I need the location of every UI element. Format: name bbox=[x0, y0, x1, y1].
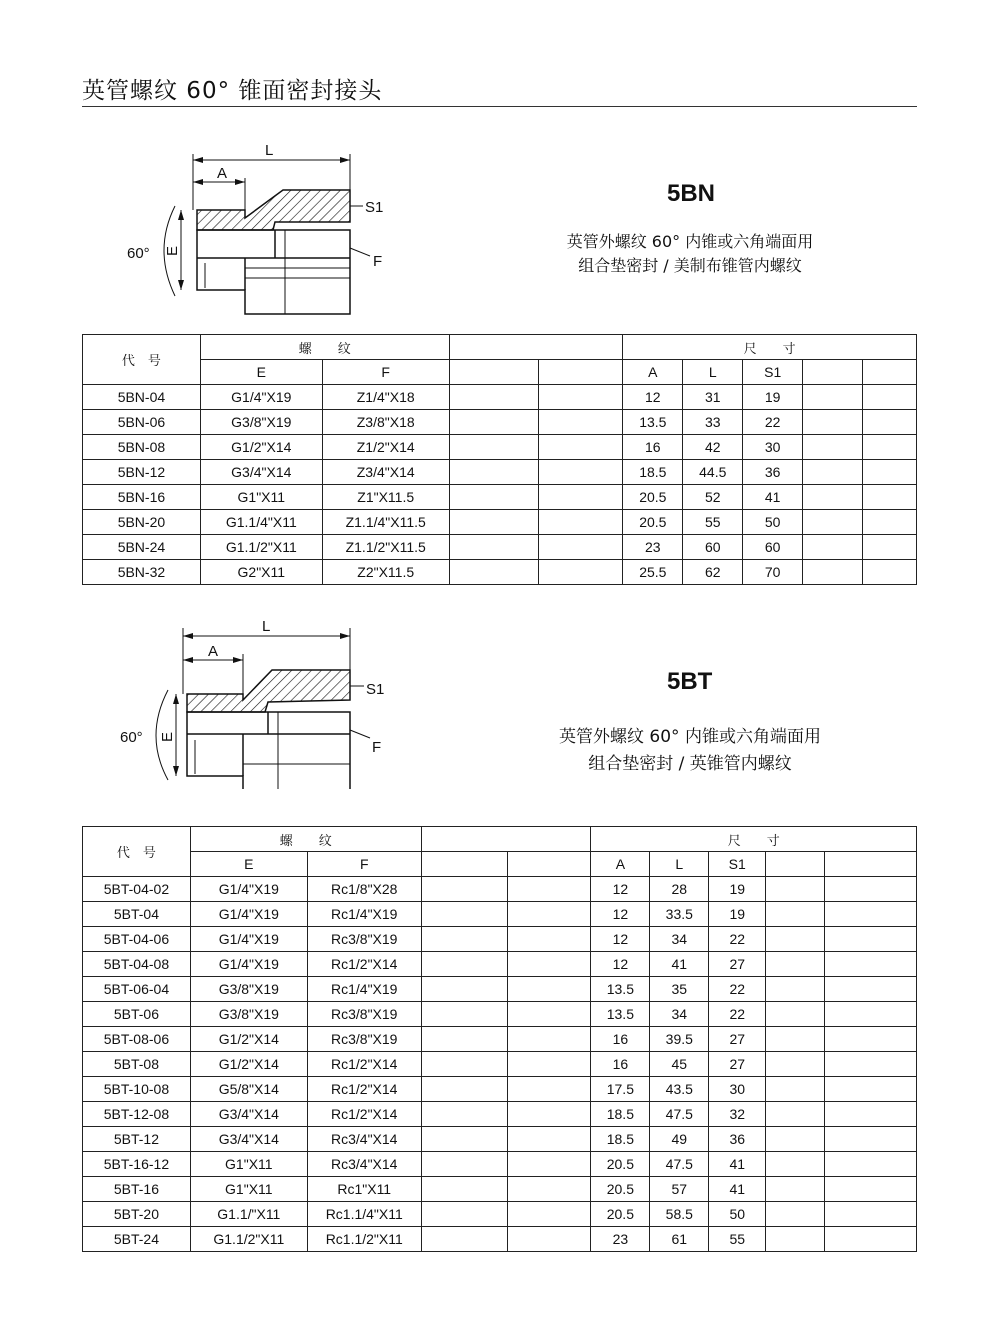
header-size: 尺 寸 bbox=[591, 827, 917, 852]
dim-a-cell: 12 bbox=[591, 902, 650, 927]
dim-s1-cell: 19 bbox=[709, 902, 766, 927]
dim-s1-cell: 30 bbox=[743, 435, 803, 460]
dim-a-cell: 16 bbox=[591, 1052, 650, 1077]
dim-l-cell: 43.5 bbox=[650, 1077, 709, 1102]
table-row bbox=[83, 927, 917, 952]
thread-f-cell: Rc1/4"X19 bbox=[307, 902, 421, 927]
dim-e-label: E bbox=[164, 245, 181, 256]
table-row bbox=[83, 977, 917, 1002]
dim-s1-cell: 60 bbox=[743, 535, 803, 560]
dim-a-cell: 12 bbox=[591, 952, 650, 977]
thread-f-cell: Rc1.1/4"X11 bbox=[307, 1202, 421, 1227]
dim-s1-cell: 50 bbox=[709, 1202, 766, 1227]
thread-e-cell: G1/4"X19 bbox=[190, 902, 307, 927]
dim-a-cell: 18.5 bbox=[591, 1127, 650, 1152]
thread-f-cell: Rc1"X11 bbox=[307, 1177, 421, 1202]
desc-line-2: 组合垫密封 / 美制布锥管内螺纹 bbox=[578, 256, 802, 275]
header-thread: 螺 纹 bbox=[200, 335, 449, 360]
thread-e-cell: G2"X11 bbox=[200, 560, 322, 585]
code-cell: 5BN-08 bbox=[83, 435, 201, 460]
dim-e-label: E bbox=[159, 731, 176, 742]
thread-f-cell: Rc1.1/2"X11 bbox=[307, 1227, 421, 1252]
table-row bbox=[83, 877, 917, 902]
table-row bbox=[83, 1102, 917, 1127]
dim-a-cell: 16 bbox=[623, 435, 683, 460]
desc-line-1: 英管外螺纹 60° 内锥或六角端面用 bbox=[566, 232, 814, 251]
table-row bbox=[83, 902, 917, 927]
thread-e-cell: G3/4"X14 bbox=[200, 460, 322, 485]
dim-f-label: F bbox=[373, 253, 383, 270]
dim-s1-cell: 27 bbox=[709, 952, 766, 977]
thread-f-cell: Rc3/8"X19 bbox=[307, 1027, 421, 1052]
code-cell: 5BT-06 bbox=[83, 1002, 191, 1027]
table-row bbox=[83, 1052, 917, 1077]
dim-s1-cell: 27 bbox=[709, 1027, 766, 1052]
table-body bbox=[83, 385, 917, 585]
dim-l-cell: 31 bbox=[683, 385, 743, 410]
dim-s1-label: S1 bbox=[366, 681, 385, 698]
thread-f-cell: Rc1/2"X14 bbox=[307, 1077, 421, 1102]
thread-f-cell: Rc1/2"X14 bbox=[307, 1102, 421, 1127]
thread-f-cell: Z1.1/2"X11.5 bbox=[322, 535, 449, 560]
dim-a-label: A bbox=[217, 165, 228, 182]
dim-a-cell: 17.5 bbox=[591, 1077, 650, 1102]
dim-l-cell: 34 bbox=[650, 1002, 709, 1027]
table-row bbox=[83, 435, 917, 460]
thread-e-cell: G1.1/2"X11 bbox=[190, 1227, 307, 1252]
table-row bbox=[83, 1027, 917, 1052]
dim-a-cell: 18.5 bbox=[623, 460, 683, 485]
spec-table-5bt bbox=[82, 826, 917, 1252]
section-code-5bn: 5BN bbox=[667, 180, 716, 207]
section-desc-5bn bbox=[520, 230, 860, 278]
dim-a-cell: 20.5 bbox=[623, 510, 683, 535]
section-desc-5bt bbox=[520, 724, 860, 778]
dim-s1-cell: 36 bbox=[709, 1127, 766, 1152]
dim-s1-cell: 27 bbox=[709, 1052, 766, 1077]
dim-l-cell: 55 bbox=[683, 510, 743, 535]
thread-e-cell: G1/2"X14 bbox=[190, 1052, 307, 1077]
dim-l-cell: 52 bbox=[683, 485, 743, 510]
dim-s1-cell: 22 bbox=[709, 1002, 766, 1027]
thread-f-cell: Z3/8"X18 bbox=[322, 410, 449, 435]
thread-f-cell: Z1/4"X18 bbox=[322, 385, 449, 410]
thread-e-cell: G1/4"X19 bbox=[190, 927, 307, 952]
thread-f-cell: Z1.1/4"X11.5 bbox=[322, 510, 449, 535]
table-row bbox=[83, 1127, 917, 1152]
dim-a-cell: 13.5 bbox=[591, 977, 650, 1002]
table-row bbox=[83, 1152, 917, 1177]
thread-f-cell: Rc1/8"X28 bbox=[307, 877, 421, 902]
code-cell: 5BN-32 bbox=[83, 560, 201, 585]
dim-s1-cell: 41 bbox=[709, 1177, 766, 1202]
header-a: A bbox=[623, 360, 683, 385]
dim-s1-cell: 70 bbox=[743, 560, 803, 585]
table-row bbox=[83, 1002, 917, 1027]
dim-l-cell: 39.5 bbox=[650, 1027, 709, 1052]
dim-a-cell: 16 bbox=[591, 1027, 650, 1052]
header-l: L bbox=[683, 360, 743, 385]
code-cell: 5BT-08 bbox=[83, 1052, 191, 1077]
dim-s1-cell: 22 bbox=[709, 927, 766, 952]
thread-e-cell: G3/4"X14 bbox=[190, 1127, 307, 1152]
thread-f-cell: Z3/4"X14 bbox=[322, 460, 449, 485]
thread-f-cell: Rc3/8"X19 bbox=[307, 1002, 421, 1027]
thread-f-cell: Rc1/4"X19 bbox=[307, 977, 421, 1002]
code-cell: 5BT-04-06 bbox=[83, 927, 191, 952]
dim-s1-cell: 22 bbox=[743, 410, 803, 435]
header-blank bbox=[421, 827, 591, 852]
header-f: F bbox=[307, 852, 421, 877]
dim-a-cell: 23 bbox=[623, 535, 683, 560]
code-cell: 5BT-08-06 bbox=[83, 1027, 191, 1052]
thread-e-cell: G3/8"X19 bbox=[190, 1002, 307, 1027]
dim-l-cell: 62 bbox=[683, 560, 743, 585]
dim-a-cell: 20.5 bbox=[591, 1152, 650, 1177]
code-cell: 5BN-06 bbox=[83, 410, 201, 435]
dim-l-label: L bbox=[262, 618, 271, 635]
table-row bbox=[83, 385, 917, 410]
thread-e-cell: G3/8"X19 bbox=[190, 977, 307, 1002]
dim-l-cell: 61 bbox=[650, 1227, 709, 1252]
header-l: L bbox=[650, 852, 709, 877]
dim-l-cell: 49 bbox=[650, 1127, 709, 1152]
dim-s1-cell: 50 bbox=[743, 510, 803, 535]
dim-l-cell: 45 bbox=[650, 1052, 709, 1077]
header-f: F bbox=[322, 360, 449, 385]
dim-l-cell: 33 bbox=[683, 410, 743, 435]
code-cell: 5BN-12 bbox=[83, 460, 201, 485]
dim-s1-cell: 41 bbox=[743, 485, 803, 510]
header-code: 代 号 bbox=[83, 827, 191, 877]
dim-l-cell: 41 bbox=[650, 952, 709, 977]
page-title: 英管螺纹 60° 锥面密封接头 bbox=[82, 78, 383, 104]
dim-a-cell: 12 bbox=[623, 385, 683, 410]
dim-s1-cell: 30 bbox=[709, 1077, 766, 1102]
fitting-drawing-5bt bbox=[110, 614, 400, 789]
dim-l-label: L bbox=[265, 142, 274, 159]
header-e: E bbox=[200, 360, 322, 385]
thread-e-cell: G1.1/"X11 bbox=[190, 1202, 307, 1227]
dim-l-cell: 60 bbox=[683, 535, 743, 560]
table-row bbox=[83, 560, 917, 585]
section-code-5bt: 5BT bbox=[667, 668, 713, 695]
dim-s1-cell: 19 bbox=[743, 385, 803, 410]
table-row bbox=[83, 460, 917, 485]
table-row bbox=[83, 410, 917, 435]
table-row bbox=[83, 1202, 917, 1227]
code-cell: 5BT-04-08 bbox=[83, 952, 191, 977]
table-row bbox=[83, 535, 917, 560]
code-cell: 5BN-20 bbox=[83, 510, 201, 535]
thread-e-cell: G3/4"X14 bbox=[190, 1102, 307, 1127]
header-s1: S1 bbox=[743, 360, 803, 385]
header-s1: S1 bbox=[709, 852, 766, 877]
table-body bbox=[83, 877, 917, 1252]
header-code: 代 号 bbox=[83, 335, 201, 385]
code-cell: 5BT-16-12 bbox=[83, 1152, 191, 1177]
dim-f-label: F bbox=[372, 739, 382, 756]
thread-f-cell: Rc3/4"X14 bbox=[307, 1127, 421, 1152]
header-a: A bbox=[591, 852, 650, 877]
thread-e-cell: G3/8"X19 bbox=[200, 410, 322, 435]
thread-e-cell: G1/4"X19 bbox=[190, 952, 307, 977]
dim-l-cell: 28 bbox=[650, 877, 709, 902]
dim-a-cell: 13.5 bbox=[623, 410, 683, 435]
thread-e-cell: G1.1/4"X11 bbox=[200, 510, 322, 535]
table-row bbox=[83, 952, 917, 977]
dim-a-cell: 13.5 bbox=[591, 1002, 650, 1027]
dim-l-cell: 57 bbox=[650, 1177, 709, 1202]
desc-line-2: 组合垫密封 / 英锥管内螺纹 bbox=[588, 754, 792, 774]
dim-a-cell: 18.5 bbox=[591, 1102, 650, 1127]
code-cell: 5BT-12 bbox=[83, 1127, 191, 1152]
angle-label: 60° bbox=[120, 729, 143, 746]
dim-a-cell: 12 bbox=[591, 927, 650, 952]
thread-e-cell: G1/2"X14 bbox=[200, 435, 322, 460]
thread-e-cell: G1/2"X14 bbox=[190, 1027, 307, 1052]
dim-a-cell: 25.5 bbox=[623, 560, 683, 585]
dim-a-cell: 20.5 bbox=[623, 485, 683, 510]
dim-s1-cell: 19 bbox=[709, 877, 766, 902]
thread-f-cell: Z1/2"X14 bbox=[322, 435, 449, 460]
dim-s1-cell: 41 bbox=[709, 1152, 766, 1177]
thread-f-cell: Rc3/4"X14 bbox=[307, 1152, 421, 1177]
thread-f-cell: Z2"X11.5 bbox=[322, 560, 449, 585]
dim-l-cell: 47.5 bbox=[650, 1102, 709, 1127]
code-cell: 5BT-04-02 bbox=[83, 877, 191, 902]
dim-l-cell: 33.5 bbox=[650, 902, 709, 927]
dim-a-cell: 12 bbox=[591, 877, 650, 902]
thread-e-cell: G1"X11 bbox=[190, 1177, 307, 1202]
code-cell: 5BT-16 bbox=[83, 1177, 191, 1202]
dim-l-cell: 44.5 bbox=[683, 460, 743, 485]
code-cell: 5BT-20 bbox=[83, 1202, 191, 1227]
header-size: 尺 寸 bbox=[623, 335, 917, 360]
dim-s1-cell: 55 bbox=[709, 1227, 766, 1252]
table-row bbox=[83, 1077, 917, 1102]
spec-table-5bn bbox=[82, 334, 917, 585]
angle-label: 60° bbox=[127, 245, 150, 262]
code-cell: 5BT-10-08 bbox=[83, 1077, 191, 1102]
dim-a-cell: 20.5 bbox=[591, 1202, 650, 1227]
dim-l-cell: 34 bbox=[650, 927, 709, 952]
dim-a-cell: 23 bbox=[591, 1227, 650, 1252]
dim-s1-cell: 36 bbox=[743, 460, 803, 485]
code-cell: 5BN-16 bbox=[83, 485, 201, 510]
header-blank bbox=[449, 335, 623, 360]
header-e: E bbox=[190, 852, 307, 877]
dim-l-cell: 47.5 bbox=[650, 1152, 709, 1177]
thread-e-cell: G5/8"X14 bbox=[190, 1077, 307, 1102]
desc-line-1: 英管外螺纹 60° 内锥或六角端面用 bbox=[559, 727, 821, 747]
table-row bbox=[83, 485, 917, 510]
fitting-drawing-5bn bbox=[115, 138, 405, 323]
thread-e-cell: G1"X11 bbox=[200, 485, 322, 510]
code-cell: 5BN-24 bbox=[83, 535, 201, 560]
dim-l-cell: 58.5 bbox=[650, 1202, 709, 1227]
thread-e-cell: G1/4"X19 bbox=[190, 877, 307, 902]
title-divider bbox=[82, 106, 917, 107]
dim-s1-cell: 32 bbox=[709, 1102, 766, 1127]
code-cell: 5BT-12-08 bbox=[83, 1102, 191, 1127]
thread-e-cell: G1.1/2"X11 bbox=[200, 535, 322, 560]
thread-f-cell: Rc1/2"X14 bbox=[307, 1052, 421, 1077]
thread-f-cell: Rc1/2"X14 bbox=[307, 952, 421, 977]
table-row bbox=[83, 510, 917, 535]
dim-s1-label: S1 bbox=[365, 199, 384, 216]
header-thread: 螺 纹 bbox=[190, 827, 421, 852]
dim-a-label: A bbox=[208, 643, 219, 660]
thread-e-cell: G1/4"X19 bbox=[200, 385, 322, 410]
thread-f-cell: Rc3/8"X19 bbox=[307, 927, 421, 952]
dim-a-cell: 20.5 bbox=[591, 1177, 650, 1202]
table-row bbox=[83, 1177, 917, 1202]
thread-f-cell: Z1"X11.5 bbox=[322, 485, 449, 510]
dim-l-cell: 35 bbox=[650, 977, 709, 1002]
thread-e-cell: G1"X11 bbox=[190, 1152, 307, 1177]
code-cell: 5BT-04 bbox=[83, 902, 191, 927]
code-cell: 5BT-24 bbox=[83, 1227, 191, 1252]
table-row bbox=[83, 1227, 917, 1252]
dim-s1-cell: 22 bbox=[709, 977, 766, 1002]
dim-l-cell: 42 bbox=[683, 435, 743, 460]
code-cell: 5BN-04 bbox=[83, 385, 201, 410]
code-cell: 5BT-06-04 bbox=[83, 977, 191, 1002]
